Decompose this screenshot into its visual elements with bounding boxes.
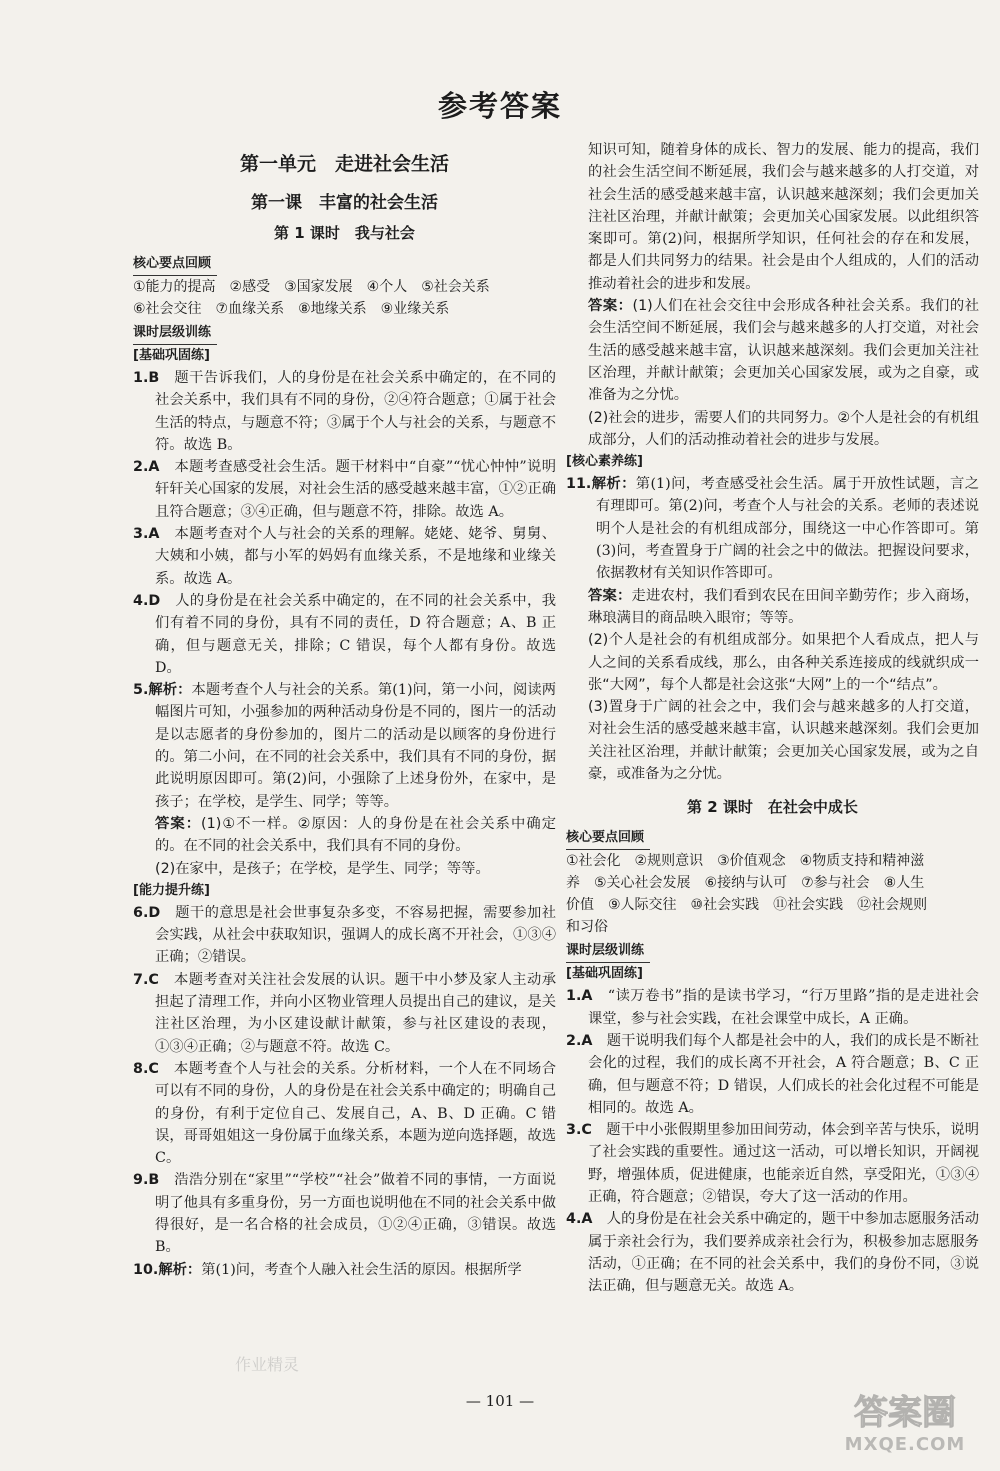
question-number: 10.解析： <box>133 1261 202 1278</box>
section-training-heading: 课时层级训练 <box>133 322 217 345</box>
lesson-title: 第一课 丰富的社会生活 <box>251 193 438 213</box>
question-number: 6.D <box>133 904 161 921</box>
key-points-line: 和习俗 <box>566 919 608 936</box>
key-points-line: 价值 ⑨人际交往 ⑩社会实践 ⑪社会实践 ⑫社会规则 <box>566 897 928 914</box>
subsection-basic: [基础巩固练] <box>566 966 643 982</box>
question-number: 1.B <box>133 370 160 386</box>
key-points-line: ⑥社会交往 ⑦血缘关系 ⑧地缘关系 ⑨业缘关系 <box>133 301 450 317</box>
question-text: 本题考查个人与社会的关系。第(1)问，第一小问，阅读两幅图片可知，小强参加的两种活动身份是不同的，图片一的活动是以志愿者的身份参加的，图片二的活动是以顾客的身份进行的。第二小问，在不同的社会关系中，我们具有不同的身份，据此说明原因即可。第(2)问，小强除了上述身份外，在家中，是孩子；在学校，是学生、同学；等等。 <box>155 682 556 810</box>
answer-label: 答案： <box>588 587 632 604</box>
answer-text: (1)人们在社会交往中会形成各种社会关系。我们的社会生活空间不断延展，我们会与越来越多的人打交道，对社会生活的感受越来越丰富，认识越来越深刻。我们会更加关注社区治理，并献计献策；会更加关心国家发展，或为之自豪，或准备为之分忧。 <box>588 298 980 404</box>
question-text: 本题考查感受社会生活。题干材料中“自豪”“忧心忡忡”说明轩轩关心国家的发展，对社会生活的感受越来越丰富，①②正确且符合题意；③④正确，但与题意不符，排除。故选 A。 <box>155 459 556 520</box>
answer-text: (2)社会的进步，需要人们的共同努力。②个人是社会的有机组成部分，人们的活动推动着社会的进步与发展。 <box>588 409 979 448</box>
answer-label: 答案： <box>155 815 202 832</box>
page-title: 参考答案 <box>437 89 562 123</box>
question-number: 9.B <box>133 1172 160 1189</box>
question-number: 4.A <box>566 1211 593 1228</box>
question-number: 2.A <box>566 1032 593 1049</box>
subsection-ability: [能力提升练] <box>133 882 210 898</box>
question-item <box>133 456 556 523</box>
answer-text: (2)在家中，是孩子；在学校，是学生、同学；等等。 <box>155 860 490 877</box>
question-number: 4.D <box>133 592 161 609</box>
subsection-basic: [基础巩固练] <box>133 348 210 363</box>
question-item <box>566 473 979 584</box>
section-review-heading: 核心要点回顾 <box>566 827 650 850</box>
watermark-logo-text: 答案圈 <box>854 1393 956 1433</box>
question-text: 人的身份是在社会关系中确定的，在不同的社会关系中，我们有着不同的身份，具有不同的责任，D 符合题意；A、B 正确，但与题意无关，排除；C 错误，每个人都有身份。故选 D。 <box>155 592 556 676</box>
question-item <box>566 985 979 1030</box>
question-item <box>566 1030 979 1119</box>
question-text: 题干告诉我们，人的身份是在社会关系中确定的，在不同的社会关系中，我们具有不同的身份，②④符合题意；①属于社会生活的特点，与题意不符；③属于个人与社会的关系，与题意不符。故选 B。 <box>155 370 556 453</box>
question-item <box>133 969 556 1058</box>
unit-title: 第一单元 走进社会生活 <box>239 153 449 175</box>
answer-text: (3)置身于广阔的社会之中，我们会与越来越多的人打交道，对社会生活的感受越来越丰富，认识越来越深刻。我们会更加关注社区治理，并献计献策；会更加关心国家发展，或为之自豪，或准备为之分忧。 <box>588 699 979 783</box>
key-points-line: 养 ⑤关心社会发展 ⑥接纳与认可 ⑦参与社会 ⑧人生 <box>566 875 925 892</box>
answer-text: 走进农村，我们看到农民在田间辛勤劳作；步入商场，琳琅满目的商品映入眼帘；等等。 <box>588 587 980 626</box>
section-review-heading: 核心要点回顾 <box>133 253 217 276</box>
question-item <box>566 1208 979 1297</box>
question-item <box>133 367 556 456</box>
answer-text: (1)①不一样。②原因：人的身份是在社会关系中确定的。在不同的社会关系中，我们具有不同的身份。 <box>155 815 556 855</box>
right-column <box>566 139 979 1297</box>
question-text: 题干说明我们每个人都是社会中的人，我们的成长是不断社会化的过程，我们的成长离不开社会，A 符合题意；B、C 正确，但与题意不符；D 错误，人们成长的社会化过程不可能是相同的。故选 A。 <box>588 1032 979 1116</box>
stamp-watermark: 作业精灵 <box>235 1355 300 1374</box>
question-text: 本题考查对个人与社会的关系的理解。姥姥、姥爷、舅舅、大姨和小姨，都与小军的妈妈有血缘关系，不是地缘和业缘关系。故选 A。 <box>155 526 556 587</box>
question-item <box>133 902 556 969</box>
answer-text: (2)个人是社会的有机组成部分。如果把个人看成点，把人与人之间的关系看成线，那么，由各种关系连接成的线就织成一张“大网”，每个人都是社会这张“大网”上的一个“结点”。 <box>588 632 979 693</box>
question-number: 2.A <box>133 459 160 476</box>
answer-block <box>566 295 979 406</box>
section-training-heading: 课时层级训练 <box>566 940 650 963</box>
question-text: 浩浩分别在“家里”“学校”“社会”做着不同的事情，一方面说明了他具有多重身份，另一方面也说明他在不同的社会关系中做得很好，是一名合格的社会成员，①②④正确，③错误。故选 B。 <box>155 1172 556 1256</box>
question-number: 11.解析： <box>566 476 636 493</box>
question-number: 5.解析： <box>133 682 192 699</box>
question-item <box>133 1259 556 1281</box>
question-text: 第(1)问，考查个人融入社会生活的原因。根据所学 <box>201 1261 522 1278</box>
period-title: 第 2 课时 在社会中成长 <box>687 798 858 817</box>
question-number: 1.A <box>566 988 593 1005</box>
question-text: 题干的意思是社会世事复杂多变，不容易把握，需要参加社会实践，从社会中获取知识，强调人的成长离不开社会，①③④正确；②错误。 <box>155 904 556 966</box>
answer-block <box>133 813 556 858</box>
question-item <box>133 523 556 590</box>
page-number: — 101 — <box>465 1392 535 1410</box>
question-number: 3.A <box>133 526 160 543</box>
left-column <box>133 150 556 1281</box>
question-text: 本题考查个人与社会的关系。分析材料，一个人在不同场合可以有不同的身份，人的身份是在社会关系中确定的；明确自己的身份，有利于定位自己、发展自己，A、B、D 正确。C 错误，哥哥姐姐这一身份属于血缘关系，本题为逆向选择题，故选 C。 <box>155 1060 556 1167</box>
subsection-core: [核心素养练] <box>566 454 643 470</box>
question-number: 7.C <box>133 971 159 988</box>
question-item <box>133 1169 556 1258</box>
question-item <box>566 1119 979 1208</box>
question-number: 3.C <box>566 1122 592 1139</box>
answer-block <box>566 585 979 630</box>
question-text: 题干中小张假期里参加田间劳动，体会到辛苦与快乐，说明了社会实践的重要性。通过这一活动，可以增长知识，开阔视野，增强体质，促进健康，也能亲近自然，享受阳光，①③④正确，符合题意；②错误，夸大了这一活动的作用。 <box>588 1122 979 1205</box>
key-points-line: ①能力的提高 ②感受 ③国家发展 ④个人 ⑤社会关系 <box>133 279 490 295</box>
question-item <box>133 1058 556 1169</box>
watermark-logo <box>820 1392 990 1464</box>
question-text: “读万卷书”指的是读书学习，“行万里路”指的是走进社会课堂，参与社会实践，在社会课堂中成长，A 正确。 <box>588 988 979 1027</box>
question-text: 本题考查对关注社会发展的认识。题干中小梦及家人主动承担起了清理工作，并向小区物业管理人员提出自己的建议，是关注社区治理，为小区建设献计献策，参与社区建设的表现，①③④正确；②与题意不符。故选 C。 <box>155 971 556 1055</box>
question-text: 人的身份是在社会关系中确定的，题干中参加志愿服务活动属于亲社会行为，我们要养成亲社会行为，积极参加志愿服务活动，①正确；在不同的社会关系中，我们的身份不同，③说法正确，但与题意无关。故选 A。 <box>588 1211 979 1295</box>
period-title: 第 1 课时 我与社会 <box>274 224 415 242</box>
question-text-continued: 知识可知，随着身体的成长、智力的发展、能力的提高，我们的社会生活空间不断延展，我们会与越来越多的人打交道，对社会生活的感受越来越丰富，认识越来越深刻；我们会更加关注社区治理，并献计献策；会更加关心国家发展。以此组织答案即可。第(2)问，根据所学知识，任何社会的存在和发展，都是人们共同努力的结果。社会是由个人组成的，人们的活动推动着社会的进步和发展。 <box>588 142 979 292</box>
question-number: 8.C <box>133 1060 159 1077</box>
watermark-url: MXQE.COM <box>844 1434 966 1455</box>
question-text: 第(1)问，考查感受社会生活。属于开放性试题，言之有理即可。第(2)问，考查个人与社会的关系。老师的表述说明个人是社会的有机组成部分，围绕这一中心作答即可。第(3)问，考查置身于广阔的社会之中的做法。把握设问要求，依据教材有关知识作答即可。 <box>596 476 980 582</box>
question-item <box>133 590 556 679</box>
answer-label: 答案： <box>588 298 633 315</box>
key-points-line: ①社会化 ②规则意识 ③价值观念 ④物质支持和精神滋 <box>566 853 925 870</box>
question-item <box>133 679 556 813</box>
